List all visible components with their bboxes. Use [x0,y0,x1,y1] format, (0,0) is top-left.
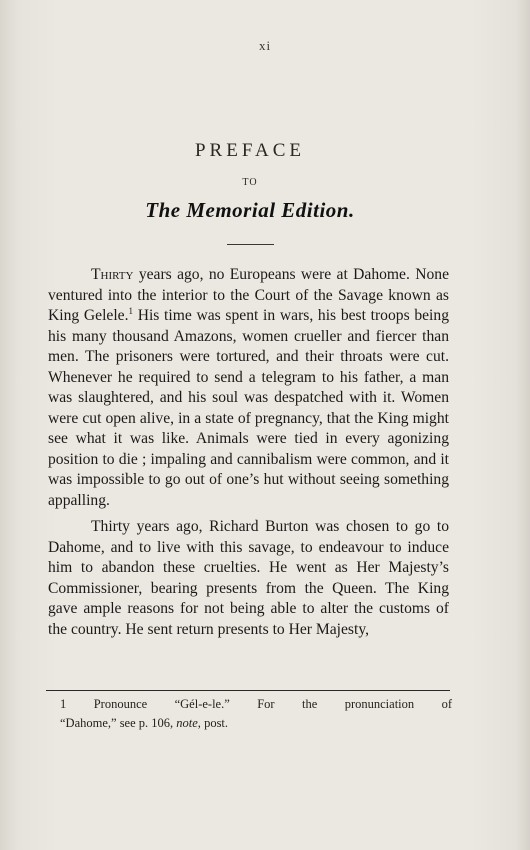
paragraph-1 [48,265,449,511]
footnote-reference: 1 [128,305,133,316]
edition-title: The Memorial Edition. [145,198,355,222]
footnote [60,695,452,733]
footnote-number: 1 [60,697,67,711]
footnote-divider [46,690,450,691]
to-word: TO [242,177,258,188]
footnote-text-2a: “Dahome,” see p. 106, [60,716,177,730]
preface-heading: PREFACE [194,140,305,161]
page-number: xi [258,38,272,53]
footnote-line-2 [60,714,452,733]
preface-body [48,265,449,640]
paragraph-1-text-a: years ago, no Europeans were at Dahome. None ventured into the interior to the Court of the Savage known as King Gelele. [48,266,449,324]
paragraph-1-text-b: His time was spent in wars, his best troops being his many thousand Amazons, women crueller and fiercer than men. The prisoners were tortured, and their throats were cut. Whenever he required to send a telegram to his father, a man was slaughtered, and his soul was despatched with it. Women were cut open alive, in a state of pregnancy, that the King might see what it was like. Animals were tied in every agonizing position to die ; impaling and cannibalism were common, and it was impossible to go out of one’s hut without seeing something appalling. [48,307,449,509]
footnote-text-1: Pronounce “Gél-e-le.” For the pronunciation of [93,697,453,711]
title-divider [227,244,274,245]
footnote-line-1 [60,695,452,714]
lead-word: Thirty [91,266,134,283]
footnote-italic: note, [176,716,201,730]
paragraph-2: Thirty years ago, Richard Burton was chosen to go to Dahome, and to live with this savage, to endeavour to induce him to abandon these cruelties. He went as Her Majesty’s Commissioner, bearing presents from the Queen. The King gave ample reasons for not being able to alter the customs of the country. He sent return presents to Her Majesty, [48,518,449,638]
footnote-text-2b: post. [200,716,229,730]
